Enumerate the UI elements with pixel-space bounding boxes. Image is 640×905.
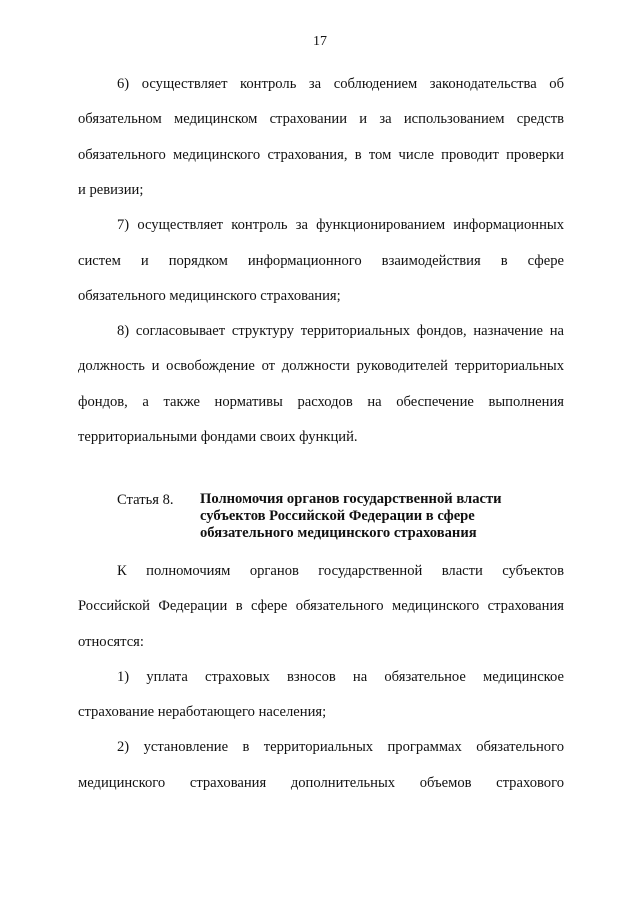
subitem-1-line-1: 1) уплата страховых взносов на обязательное медицинское	[117, 669, 564, 685]
item-7-line-1: 7) осуществляет контроль за функционированием информационных	[117, 217, 564, 233]
item-7-line-3: обязательного медицинского страхования;	[78, 288, 341, 304]
item-6-line-3: обязательного медицинского страхования, в том числе проводит проверки	[78, 147, 564, 163]
intro-line-2: Российской Федерации в сфере обязательного медицинского страхования	[78, 598, 564, 614]
item-6-line-4: и ревизии;	[78, 182, 144, 198]
item-7-line-2: систем и порядком информационного взаимодействия в сфере	[78, 253, 564, 269]
item-6-line-2: обязательном медицинском страховании и за использованием средств	[78, 111, 564, 127]
page-number: 17	[313, 34, 327, 49]
item-8-line-3: фондов, а также нормативы расходов на обеспечение выполнения	[78, 394, 564, 410]
intro-line-1: К полномочиям органов государственной власти субъектов	[117, 563, 564, 579]
article-title-line-3: обязательного медицинского страхования	[200, 525, 477, 541]
item-8-line-4: территориальными фондами своих функций.	[78, 429, 358, 445]
item-6-line-1: 6) осуществляет контроль за соблюдением законодательства об	[117, 76, 564, 92]
item-8-line-1: 8) согласовывает структуру территориальных фондов, назначение на	[117, 323, 564, 339]
item-8-line-2: должность и освобождение от должности руководителей территориальных	[78, 358, 564, 374]
article-label: Статья 8.	[117, 492, 174, 508]
subitem-2-line-1: 2) установление в территориальных программах обязательного	[117, 739, 564, 755]
article-title-line-2: субъектов Российской Федерации в сфере	[200, 508, 475, 524]
subitem-1-line-2: страхование неработающего населения;	[78, 704, 327, 720]
intro-line-3: относятся:	[78, 634, 144, 650]
article-title-line-1: Полномочия органов государственной власти	[200, 491, 502, 507]
article-title	[200, 491, 540, 542]
subitem-2-line-2: медицинского страхования дополнительных объемов страхового	[78, 775, 564, 791]
